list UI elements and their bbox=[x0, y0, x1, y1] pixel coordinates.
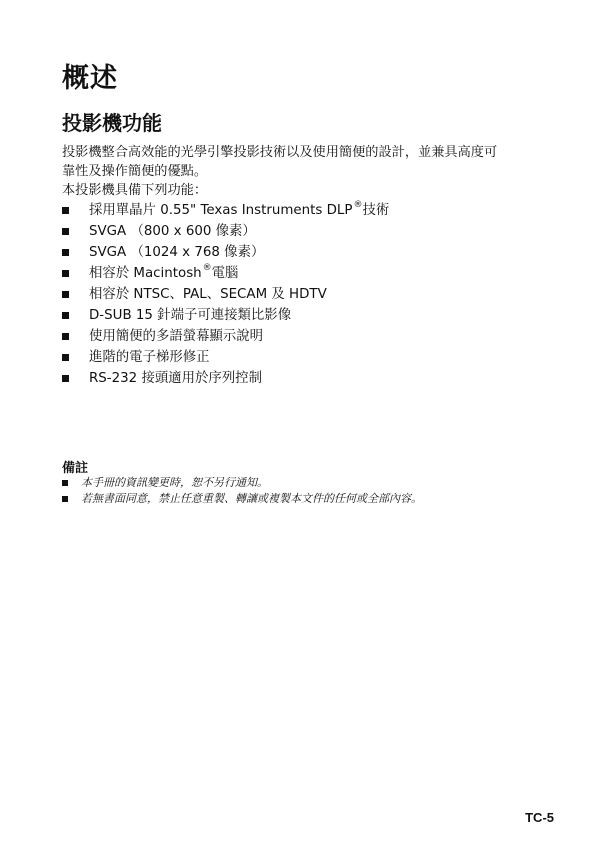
feature-suffix: 電腦 bbox=[211, 266, 239, 281]
list-item bbox=[62, 200, 389, 221]
square-bullet-icon bbox=[62, 375, 69, 382]
square-bullet-icon bbox=[62, 291, 69, 298]
note-text: 本手冊的資訊變更時，恕不另行通知。 bbox=[81, 476, 268, 489]
list-item bbox=[62, 242, 389, 263]
square-bullet-icon bbox=[62, 270, 69, 277]
intro-line: 投影機整合高效能的光學引擎投影技術以及使用簡便的設計，並兼具高度可 bbox=[62, 145, 498, 160]
feature-text: RS-232 接頭適用於序列控制 bbox=[89, 371, 262, 386]
note-list bbox=[62, 475, 422, 507]
feature-text: 相容於 Macintosh bbox=[89, 266, 202, 281]
section-title: 投影機功能 bbox=[62, 111, 162, 135]
list-item bbox=[62, 347, 389, 368]
intro-line: 靠性及操作簡便的優點。 bbox=[62, 164, 208, 179]
list-item bbox=[62, 305, 389, 326]
intro-line: 本投影機具備下列功能： bbox=[62, 183, 208, 198]
registered-mark: ® bbox=[202, 263, 212, 273]
feature-suffix: 技術 bbox=[362, 203, 390, 218]
note-text: 若無書面同意，禁止任意重製、轉讓或複製本文件的任何或全部內容。 bbox=[81, 492, 422, 505]
square-bullet-icon bbox=[62, 207, 69, 214]
list-item bbox=[62, 263, 389, 284]
square-bullet-icon bbox=[62, 354, 69, 361]
feature-text: SVGA （1024 x 768 像素） bbox=[89, 245, 265, 260]
feature-text: 使用簡便的多語螢幕顯示說明 bbox=[89, 329, 264, 344]
feature-text: 採用單晶片 0.55" Texas Instruments DLP bbox=[89, 203, 353, 218]
feature-text: 進階的電子梯形修正 bbox=[89, 350, 210, 365]
feature-list bbox=[62, 200, 389, 389]
page-title: 概述 bbox=[62, 63, 118, 94]
square-bullet-icon bbox=[62, 496, 68, 502]
list-item bbox=[62, 491, 422, 507]
list-item bbox=[62, 326, 389, 347]
square-bullet-icon bbox=[62, 333, 69, 340]
registered-mark: ® bbox=[353, 200, 363, 210]
list-item bbox=[62, 221, 389, 242]
feature-text: 相容於 NTSC、PAL、SECAM 及 HDTV bbox=[89, 287, 327, 302]
square-bullet-icon bbox=[62, 480, 68, 486]
feature-text: SVGA （800 x 600 像素） bbox=[89, 224, 256, 239]
note-title: 備註 bbox=[62, 461, 89, 476]
square-bullet-icon bbox=[62, 312, 69, 319]
feature-text: D-SUB 15 針端子可連接類比影像 bbox=[89, 308, 292, 323]
intro-paragraph bbox=[62, 143, 552, 200]
page-number: TC-5 bbox=[525, 810, 554, 825]
list-item bbox=[62, 284, 389, 305]
square-bullet-icon bbox=[62, 228, 69, 235]
list-item bbox=[62, 475, 422, 491]
list-item bbox=[62, 368, 389, 389]
square-bullet-icon bbox=[62, 249, 69, 256]
